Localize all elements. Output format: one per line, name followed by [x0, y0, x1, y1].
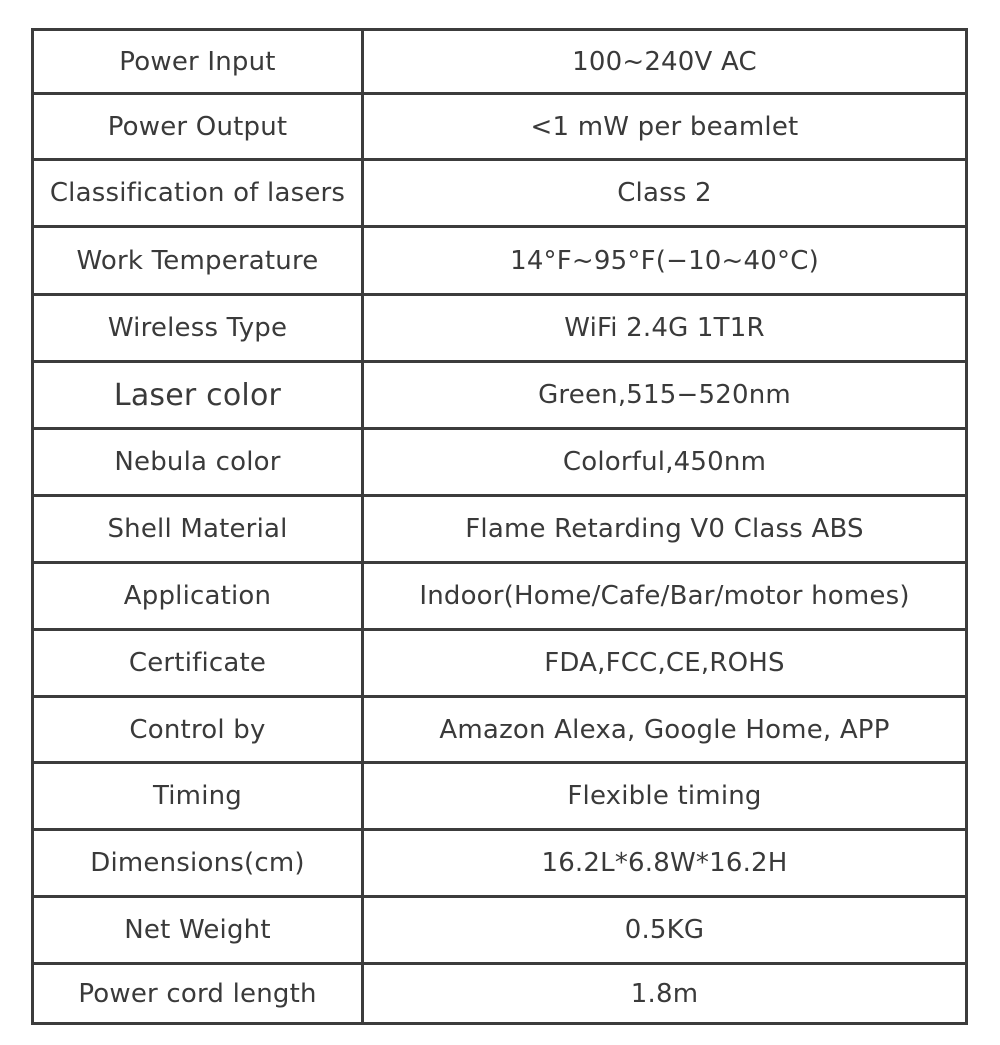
spec-label: Timing	[33, 763, 363, 830]
spec-row-laser-color	[33, 362, 967, 429]
spec-value: Green,515−520nm	[363, 362, 967, 429]
spec-value: Class 2	[363, 160, 967, 227]
spec-label: Dimensions(cm)	[33, 830, 363, 897]
spec-label: Power cord length	[33, 964, 363, 1024]
spec-label: Laser color	[33, 362, 363, 429]
spec-row-wireless-type	[33, 295, 967, 362]
spec-row-work-temperature	[33, 227, 967, 295]
spec-row-control-by	[33, 697, 967, 763]
spec-row-dimensions	[33, 830, 967, 897]
spec-label: Classification of lasers	[33, 160, 363, 227]
spec-label: Control by	[33, 697, 363, 763]
spec-row-classification	[33, 160, 967, 227]
spec-value: 1.8m	[363, 964, 967, 1024]
spec-label: Net Weight	[33, 897, 363, 964]
spec-row-net-weight	[33, 897, 967, 964]
spec-value: 14°F~95°F(−10~40°C)	[363, 227, 967, 295]
spec-row-power-output	[33, 94, 967, 160]
spec-value: 16.2L*6.8W*16.2H	[363, 830, 967, 897]
spec-row-certificate	[33, 630, 967, 697]
spec-label: Certificate	[33, 630, 363, 697]
spec-label: Power Input	[33, 30, 363, 94]
spec-label: Nebula color	[33, 429, 363, 496]
spec-table	[31, 28, 968, 1025]
spec-label: Work Temperature	[33, 227, 363, 295]
spec-value: Flexible timing	[363, 763, 967, 830]
spec-row-power-input	[33, 30, 967, 94]
spec-value: Amazon Alexa, Google Home, APP	[363, 697, 967, 763]
spec-label: Shell Material	[33, 496, 363, 563]
spec-row-nebula-color	[33, 429, 967, 496]
spec-label: Application	[33, 563, 363, 630]
spec-value: 100~240V AC	[363, 30, 967, 94]
spec-value: <1 mW per beamlet	[363, 94, 967, 160]
spec-value: FDA,FCC,CE,ROHS	[363, 630, 967, 697]
spec-row-power-cord-length	[33, 964, 967, 1024]
spec-value: WiFi 2.4G 1T1R	[363, 295, 967, 362]
spec-value: Colorful,450nm	[363, 429, 967, 496]
spec-label: Power Output	[33, 94, 363, 160]
spec-row-shell-material	[33, 496, 967, 563]
spec-row-application	[33, 563, 967, 630]
spec-value: Flame Retarding V0 Class ABS	[363, 496, 967, 563]
spec-value: Indoor(Home/Cafe/Bar/motor homes)	[363, 563, 967, 630]
spec-label: Wireless Type	[33, 295, 363, 362]
spec-value: 0.5KG	[363, 897, 967, 964]
spec-row-timing	[33, 763, 967, 830]
